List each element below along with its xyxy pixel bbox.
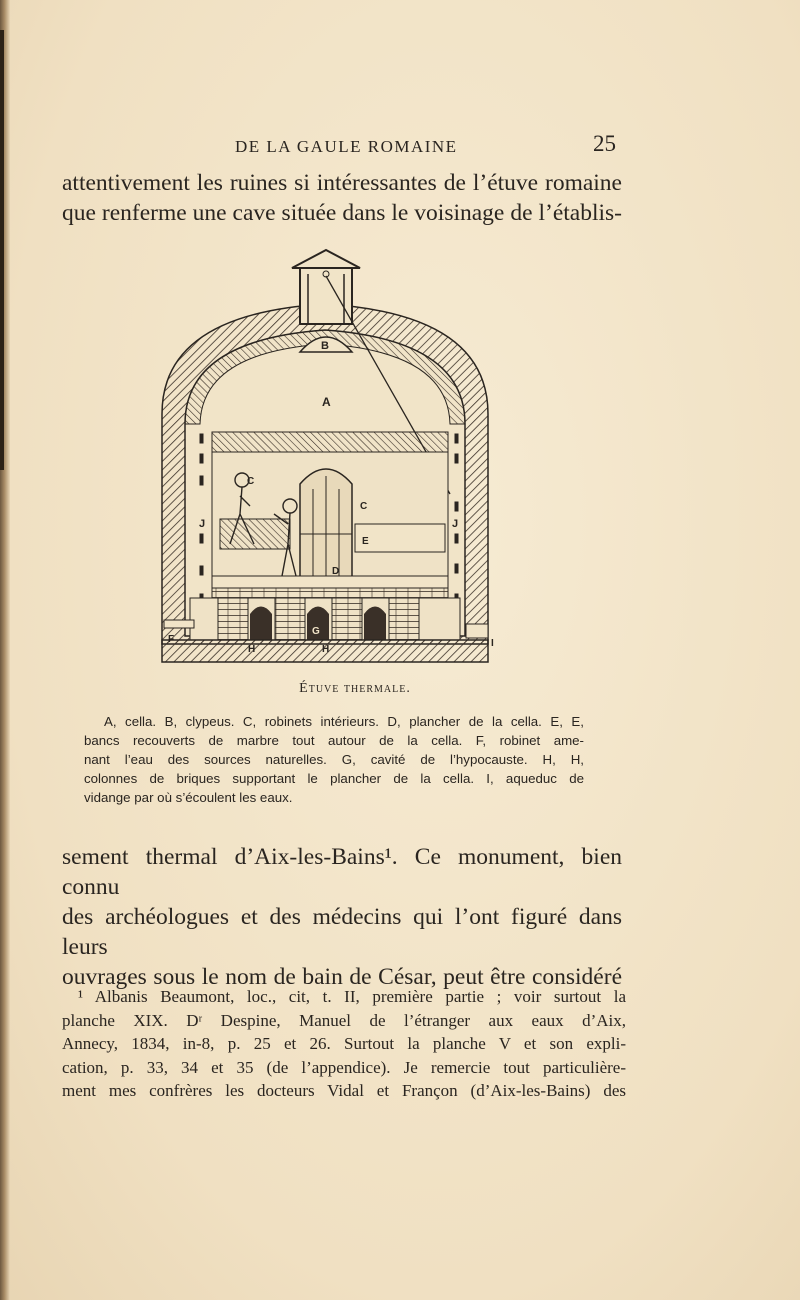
body-text-bottom — [62, 842, 622, 992]
footnote — [62, 985, 626, 1103]
text-line: des archéologues et des médecins qui l’ont figuré dans leurs — [62, 904, 622, 960]
label-d: D — [332, 566, 340, 577]
caption-line: vidange par où s’écoulent les eaux. — [84, 790, 293, 805]
footnote-line: ment mes confrères les docteurs Vidal et Françon (d’Aix-les-Bains) des — [62, 1081, 626, 1100]
label-e: E — [362, 536, 369, 547]
label-j-left: J — [199, 518, 206, 530]
body-text-top — [62, 168, 622, 228]
caption-line: A, cella. B, clypeus. C, robinets intérieurs. D, plancher de la cella. E, E, — [104, 714, 584, 729]
page-number: 25 — [593, 131, 616, 156]
label-c-right: C — [360, 501, 368, 512]
caption-line: colonnes de briques supportant le plancher de la cella. I, aqueduc de — [84, 771, 584, 786]
label-j-right: J — [452, 518, 459, 530]
text-line: attentivement les ruines si intéressantes de l’étuve romaine — [62, 170, 622, 196]
label-i: I — [491, 638, 494, 649]
footnote-line: planche XIX. Dʳ Despine, Manuel de l’étranger aux eaux d’Aix, — [62, 1010, 626, 1030]
text-line: que renferme une cave située dans le voisinage de l’établis- — [62, 200, 622, 226]
footnote-line: Annecy, 1834, in-8, p. 25 et 26. Surtout la planche V et son expli- — [62, 1034, 626, 1053]
label-h-right: H — [322, 644, 330, 655]
label-h-left: H — [248, 644, 256, 655]
text-line: ouvrages sous le nom de bain de César, peut être considéré — [62, 964, 622, 990]
caption-line: nant l’eau des sources naturelles. G, cavité de l’hypocauste. H, H, — [84, 752, 584, 767]
label-a: A — [322, 395, 331, 409]
figure-caption — [84, 712, 584, 807]
label-b: B — [321, 340, 329, 352]
text-line: sement thermal d’Aix-les-Bains¹. Ce monument, bien connu — [62, 844, 622, 900]
label-g: G — [312, 626, 320, 637]
caption-line: bancs recouverts de marbre tout autour de la cella. F, robinet ame- — [84, 733, 584, 748]
thermal-bath-engraving — [150, 244, 500, 674]
running-head: DE LA GAULE ROMAINE — [235, 137, 458, 156]
footnote-line: cation, p. 33, 34 et 35 (de l’appendice). Je remercie tout particulière- — [62, 1057, 626, 1077]
label-c-left: C — [247, 476, 255, 487]
label-f: F — [168, 634, 175, 645]
binding-edge — [0, 30, 4, 470]
figure-title: Étuve thermale. — [299, 681, 411, 696]
footnote-line: ¹ Albanis Beaumont, loc., cit, t. II, première partie ; voir surtout la — [78, 987, 626, 1006]
